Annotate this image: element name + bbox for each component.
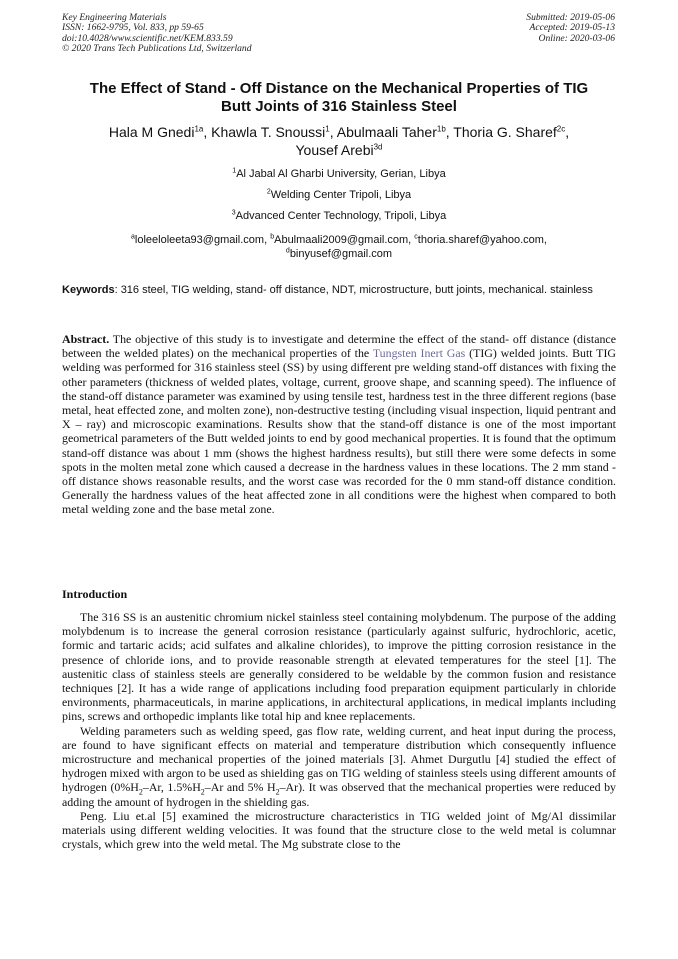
paragraph: Peng. Liu et.al [5] examined the microstructure characteristics in TIG welded joint of Mg/Al dissimilar materials using different welding velocities. It was found that the structure close to the weld metal is columnar crystals, which grew into the weld metal. The Mg substrate close to the (62, 808, 616, 852)
author-name: Yousef Arebi (295, 142, 374, 158)
author-name: Hala M Gnedi (108, 124, 195, 140)
paragraph (62, 724, 616, 809)
paragraph-text: Welding parameters such as welding speed, gas flow rate, welding current, and heat input during the process, are found to have significant effects on material and temperature distribution which consequently influence microstructure and mechanical properties of the joined materials [3]. Ahmet Durgutlu [4] studied the effect of hydrogen mixed with argon to be used as shielding gas on TIG welding of stainless steels using different amounts of hydrogen (0%H (62, 723, 616, 795)
submission-dates (526, 13, 615, 44)
keywords (62, 283, 616, 297)
affiliation-3 (40, 210, 638, 223)
author-name: , Abulmaali Taher (329, 124, 437, 140)
keywords-label: Keywords (62, 284, 115, 296)
author-emails (62, 233, 616, 261)
keywords-text: : 316 steel, TIG welding, stand- off distance, NDT, microstructure, butt joints, mechanical. stainless (114, 284, 593, 296)
title-line-1: The Effect of Stand - Off Distance on the Mechanical Properties of TIG (89, 80, 589, 97)
author-affil-mark: 1b (436, 124, 446, 134)
author-affil-mark: 1a (194, 124, 204, 134)
paper-title (40, 80, 638, 116)
accepted-date: Accepted: 2019-05-13 (529, 22, 615, 34)
email-link[interactable]: thoria.sharef@yahoo.com, (417, 234, 547, 246)
subscript: 2 (138, 787, 143, 797)
online-date: Online: 2020-03-06 (538, 32, 615, 44)
section-heading-introduction: Introduction (62, 587, 128, 601)
email-mark: a (131, 233, 135, 241)
journal-info (62, 13, 252, 55)
affiliation-text: Advanced Center Technology, Tripoli, Libya (235, 210, 447, 222)
author-affil-mark: 1 (325, 124, 330, 134)
email-line-1 (62, 233, 616, 247)
paragraph-text: –Ar). It was observed that the mechanical properties were reduced by adding the amount of hydrogen in the shielding gas. (62, 780, 616, 809)
affiliation-mark: 2 (266, 188, 271, 196)
journal-name: Key Engineering Materials (62, 12, 167, 23)
introduction-body (62, 610, 616, 851)
author-name: , Khawla T. Snoussi (203, 124, 326, 140)
affiliation-1 (40, 168, 638, 181)
affiliation-text: Al Jabal Al Gharbi University, Gerian, Libya (236, 168, 446, 180)
affiliation-mark: 1 (232, 167, 237, 175)
email-mark: b (270, 233, 275, 241)
author-affil-mark: 2c (556, 124, 566, 134)
title-line-2: Butt Joints of 316 Stainless Steel (221, 98, 457, 115)
journal-copyright: © 2020 Trans Tech Publications Ltd, Switzerland (62, 43, 252, 55)
author-line-2 (40, 141, 638, 159)
abstract-text: (TIG) welded joints. Butt TIG welding was performed for 316 stainless steel (SS) by using different pre welding stand-off distances with fixing the other parameters (thickness of welded plates, voltage, current, groove shape, and scanning speed). The influence of the stand-off distance parameter was examined by using tensile test, hardness test in the three different regions (base metal, heat effected zone, and molten zone), non-destructive testing (including visual inspection, liquid pentrant and X – ray) and microscopic examinations. Results show that the stand-off distance is one of the most important geometrical parameters of the Butt welded joints to end by good mechanical properties. It is found that the optimum stand-off distance was about 1 mm (shows the highest hardness results), but still there were some defects in some spots in the molten metal zone which caused a decrease in the hardness values in these locations. The 2 mm stand -off distance shows reasonable results, and the worst case was recorded for the 0 mm stand-off distance condition. Generally the hardness values of the heat affected zone in all conditions were the highest when compared to both metal welding zone and the base metal zone. (62, 346, 617, 517)
paragraph-text: –Ar, 1.5%H (142, 780, 201, 795)
affiliation-text: Welding Center Tripoli, Libya (270, 189, 412, 201)
author-affil-mark: 3d (373, 142, 383, 152)
affiliation-2 (40, 189, 638, 202)
author-separator: , (565, 124, 570, 140)
abstract-label: Abstract. (62, 332, 110, 346)
journal-issn: ISSN: 1662-9795, Vol. 833, pp 59-65 (62, 22, 204, 34)
email-link[interactable]: binyusef@gmail.com (289, 248, 393, 260)
author-line-1 (40, 123, 638, 141)
abstract-highlight: Tungsten Inert Gas (372, 346, 466, 361)
abstract (62, 332, 616, 517)
author-list (40, 123, 638, 159)
paragraph: The 316 SS is an austenitic chromium nickel stainless steel containing molybdenum. The purpose of the adding molybdenum is to increase the general corrosion resistance (particularly against sulfuric, hydrochloric, acetic, formic and tartaric acids; acid sulfates and alkaline chlorides), to improve the pitting corrosion resistance in the presence of chloride ions, and to provide reasonable strength at elevated temperatures for the steel [1]. The austenitic class of stainless steels are generally considered to be weldable by the common fusion and resistance techniques [2]. It has a wide range of applications including food preparation equipment particularly in chloride environments, pharmaceuticals, in marine applications, in architectural applications, in medical implants including pins, screws and orthopedic implants like total hip and knee replacements. (62, 610, 616, 724)
abstract-text: The objective of this study is to investigate and determine the effect of the stand- off distance (distance between the welded plates) on the mechanical properties of the (62, 332, 616, 361)
email-line-2 (62, 247, 616, 261)
submitted-date: Submitted: 2019-05-06 (526, 12, 615, 23)
affiliation-mark: 3 (231, 209, 236, 217)
email-link[interactable]: Abulmaali2009@gmail.com, (274, 234, 415, 246)
journal-doi: doi:10.4028/www.scientific.net/KEM.833.59 (62, 32, 233, 44)
email-mark: c (414, 233, 418, 241)
email-mark: d (285, 247, 290, 255)
subscript: 2 (200, 787, 205, 797)
author-name: , Thoria G. Sharef (445, 124, 557, 140)
email-link[interactable]: loleeloleeta93@gmail.com, (134, 234, 271, 246)
subscript: 2 (275, 787, 280, 797)
paragraph-text: –Ar and 5% H (204, 780, 276, 795)
